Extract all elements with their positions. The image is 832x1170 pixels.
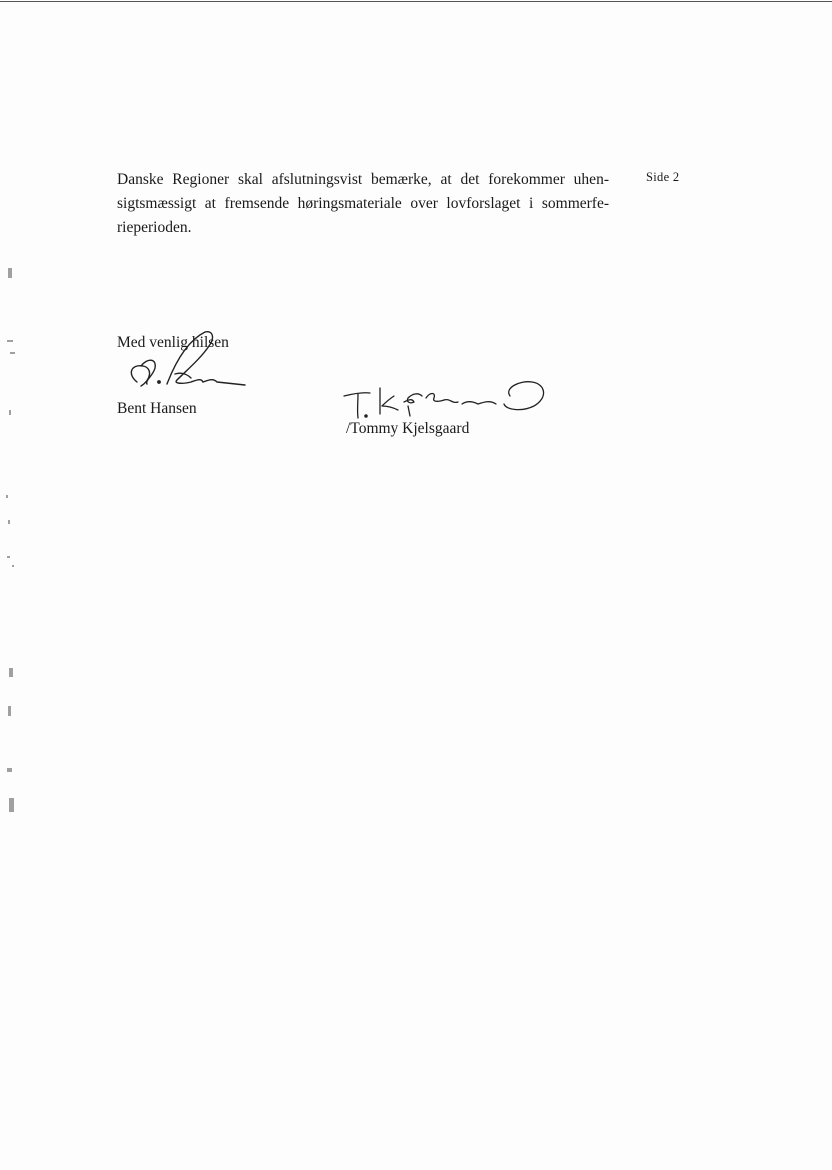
signer-name-2: /Tommy Kjelsgaard — [346, 420, 470, 437]
page-number: Side 2 — [646, 170, 680, 184]
body-paragraph: Danske Regioner skal afslutningsvist bemærke, at det forekommer uhensigtsmæssigt at fremsende høringsmateriale over lovforslaget i sommerferieperioden. — [117, 171, 609, 236]
closing-salutation: Med venlig hilsen — [117, 334, 229, 351]
top-edge-rule — [0, 1, 832, 2]
signer-name-1: Bent Hansen — [117, 400, 197, 417]
signature-tommy-kjelsgaard — [340, 376, 550, 426]
signature-bent-hansen — [117, 328, 247, 398]
